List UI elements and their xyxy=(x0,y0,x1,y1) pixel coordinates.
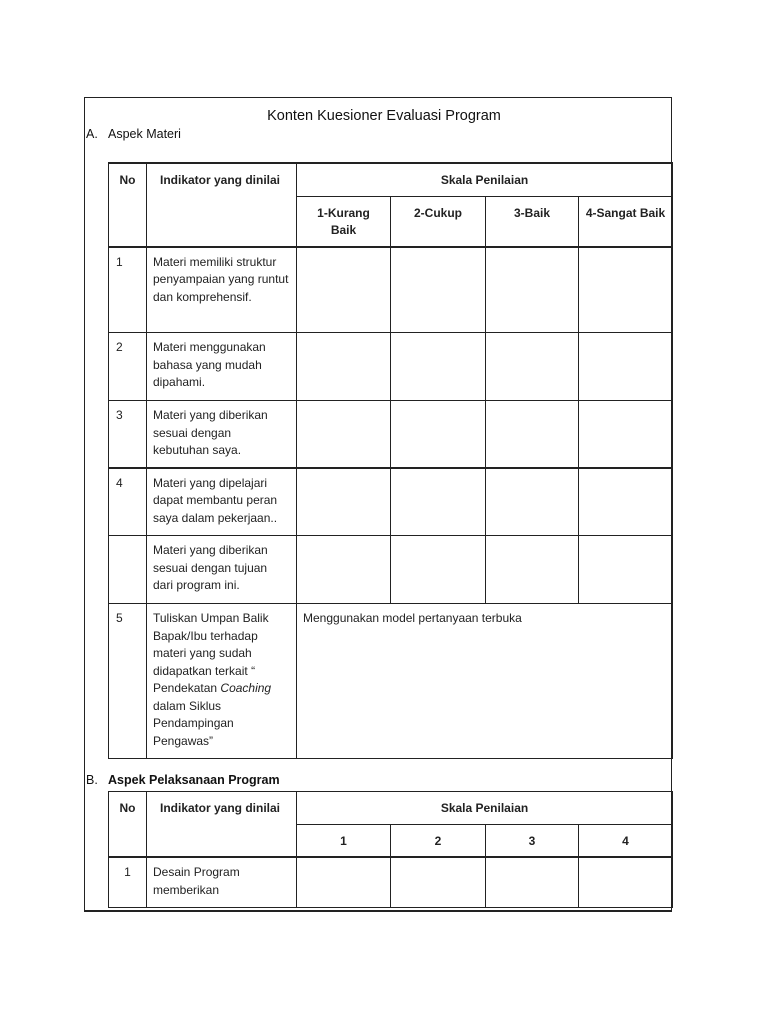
rating-cell-1[interactable] xyxy=(297,333,391,401)
rating-cell-4[interactable] xyxy=(579,333,673,401)
table-row xyxy=(109,247,673,333)
row-number: 1 xyxy=(109,247,147,333)
open-answer-cell[interactable]: Menggunakan model pertanyaan terbuka xyxy=(297,604,673,759)
rating-cell-2[interactable] xyxy=(391,247,486,333)
col-header-indicator: Indikator yang dinilai xyxy=(147,792,297,858)
rating-cell-4[interactable] xyxy=(579,401,673,468)
rating-cell-2[interactable] xyxy=(391,468,486,536)
section-b-title: Aspek Pelaksanaan Program xyxy=(108,773,280,787)
scale-header-4: 4-Sangat Baik xyxy=(579,196,673,247)
section-a-title: Aspek Materi xyxy=(108,127,181,141)
row-indicator: Materi yang dipelajari dapat membantu peran saya dalam pekerjaan.. xyxy=(147,468,297,536)
open-question-italic: Coaching xyxy=(220,681,272,695)
scale-header-3: 3-Baik xyxy=(486,196,579,247)
scale-header-2: 2-Cukup xyxy=(391,196,486,247)
rating-cell-3[interactable] xyxy=(486,857,579,907)
row-number: 1 xyxy=(109,857,147,907)
rating-cell-1[interactable] xyxy=(297,468,391,536)
rating-cell-4[interactable] xyxy=(579,247,673,333)
table-header-row xyxy=(109,163,673,196)
row-number: 5 xyxy=(109,604,147,759)
table-row xyxy=(109,468,673,536)
open-question-row xyxy=(109,604,673,759)
rating-cell-2[interactable] xyxy=(391,536,486,604)
section-b-heading xyxy=(86,773,280,787)
col-header-no: No xyxy=(109,163,147,247)
rating-cell-3[interactable] xyxy=(486,247,579,333)
rating-cell-1[interactable] xyxy=(297,857,391,907)
rating-cell-1[interactable] xyxy=(297,536,391,604)
rating-cell-3[interactable] xyxy=(486,536,579,604)
document-title: Konten Kuesioner Evaluasi Program xyxy=(267,108,501,124)
row-indicator: Desain Program memberikan xyxy=(147,857,297,907)
rating-cell-2[interactable] xyxy=(391,857,486,907)
table-header-row xyxy=(109,792,673,825)
scale-header-4: 4 xyxy=(579,824,673,857)
rating-cell-2[interactable] xyxy=(391,333,486,401)
col-header-indicator: Indikator yang dinilai xyxy=(147,163,297,247)
open-question-text: Tuliskan Umpan Balik Bapak/Ibu terhadap materi yang sudah didapatkan terkait “ Pendekatan xyxy=(153,611,269,695)
section-a-heading xyxy=(86,127,181,141)
scale-header-3: 3 xyxy=(486,824,579,857)
rating-cell-1[interactable] xyxy=(297,401,391,468)
row-number xyxy=(109,536,147,604)
open-question-text-end: dalam Siklus Pendampingan Pengawas” xyxy=(153,698,234,748)
rating-cell-4[interactable] xyxy=(579,857,673,907)
row-indicator: Materi memiliki struktur penyampaian yang runtut dan komprehensif. xyxy=(147,247,297,333)
row-indicator: Materi yang diberikan sesuai dengan tujuan dari program ini. xyxy=(147,536,297,604)
row-number: 2 xyxy=(109,333,147,401)
table-row xyxy=(109,536,673,604)
table-row xyxy=(109,333,673,401)
row-indicator: Materi menggunakan bahasa yang mudah dipahami. xyxy=(147,333,297,401)
section-b-letter: B. xyxy=(86,773,98,787)
section-a-letter: A. xyxy=(86,127,98,141)
col-header-no: No xyxy=(109,792,147,858)
row-number: 3 xyxy=(109,401,147,468)
scale-header-2: 2 xyxy=(391,824,486,857)
row-number: 4 xyxy=(109,468,147,536)
rating-cell-3[interactable] xyxy=(486,468,579,536)
rating-cell-1[interactable] xyxy=(297,247,391,333)
rating-cell-4[interactable] xyxy=(579,468,673,536)
rating-cell-2[interactable] xyxy=(391,401,486,468)
col-header-scale: Skala Penilaian xyxy=(297,792,673,825)
scale-header-1: 1 xyxy=(297,824,391,857)
rating-cell-3[interactable] xyxy=(486,401,579,468)
row-indicator: Materi yang diberikan sesuai dengan kebutuhan saya. xyxy=(147,401,297,468)
rating-cell-4[interactable] xyxy=(579,536,673,604)
row-indicator xyxy=(147,604,297,759)
section-b-table xyxy=(108,791,673,908)
col-header-scale: Skala Penilaian xyxy=(297,163,673,196)
table-row xyxy=(109,857,673,907)
table-row xyxy=(109,401,673,468)
section-a-table xyxy=(108,162,673,759)
scale-header-1: 1-Kurang Baik xyxy=(297,196,391,247)
rating-cell-3[interactable] xyxy=(486,333,579,401)
